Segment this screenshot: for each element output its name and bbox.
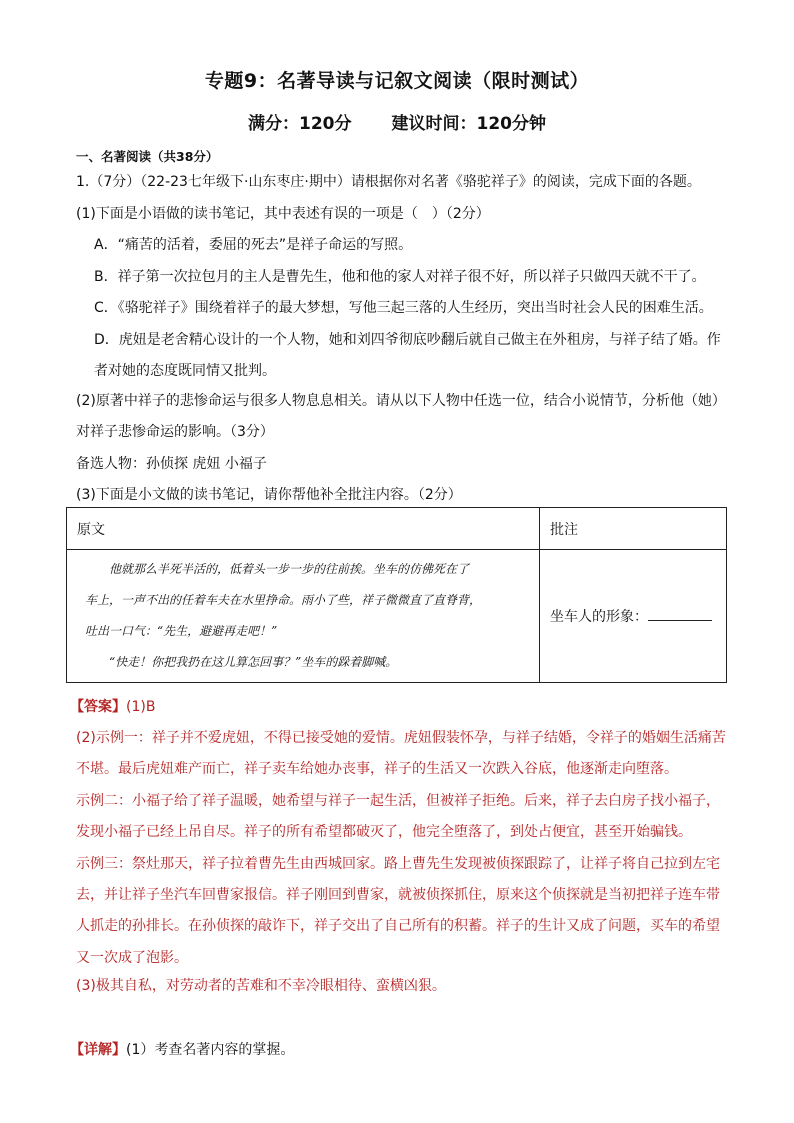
- passage-line: 他就那么半死半活的，低着头一步一步的往前挨。坐车的仿佛死在了: [109, 562, 470, 576]
- option-d-line1: D．虎妞是老舍精心设计的一个人物，她和刘四爷彻底吵翻后就自己做主在外租房，与祥子结了婚。作: [94, 332, 721, 348]
- note-label: 坐车人的形象：: [550, 609, 648, 625]
- passage-line: 车上，一声不出的任着车夫在水里挣命。雨小了些，祥子微微直了直脊背，: [85, 593, 482, 607]
- answer-label: 【答案】: [70, 699, 126, 715]
- reading-notes-table: [66, 507, 727, 683]
- original-passage-cell: [67, 550, 540, 683]
- option-a: A．“痛苦的活着，委屈的死去”是祥子命运的写照。: [94, 237, 413, 253]
- answer-line: [70, 696, 155, 716]
- detail-text: (1）考查名著内容的掌握。: [126, 1042, 295, 1058]
- page-subtitle: [0, 109, 794, 134]
- answer-1: (1)B: [126, 699, 156, 715]
- sub-question-1: (1)下面是小语做的读书笔记，其中表述有误的一项是（ ）（2分）: [76, 206, 490, 222]
- answer-2-line: 又一次成了泡影。: [76, 950, 188, 966]
- answer-2-line: 发现小福子已经上吊自尽。祥子的所有希望都破灭了，他完全堕落了，到处占便宜，甚至开始骗钱。: [76, 824, 692, 840]
- detail-line: [70, 1039, 294, 1059]
- header-note: 批注: [540, 508, 727, 550]
- passage-line: “快走！你把我扔在这儿算怎回事？”坐车的跺着脚喊。: [109, 655, 398, 669]
- answer-2-line: (2)示例一：祥子并不爱虎妞，不得已接受她的爱情。虎妞假装怀孕，与祥子结婚，令祥子的婚姻生活痛苦: [76, 730, 726, 746]
- answer-2-line: 示例二：小福子给了祥子温暖，她希望与祥子一起生活，但被祥子拒绝。后来，祥子去白房子找小福子，: [76, 793, 720, 809]
- answer-2-line: 人抓走的孙排长。在孙侦探的敲诈下，祥子交出了自己所有的积蓄。祥子的生计又成了问题，买车的希望: [76, 918, 720, 934]
- header-original: 原文: [67, 508, 540, 550]
- note-cell: [540, 550, 727, 683]
- question-stem: 1.（7分）（22-23七年级下·山东枣庄·期中）请根据你对名著《骆驼祥子》的阅读，完成下面的各题。: [76, 174, 701, 190]
- full-score: 满分：120分: [248, 114, 352, 134]
- suggested-time: 建议时间：120分钟: [391, 114, 546, 134]
- answer-2-line: 不堪。最后虎妞难产而亡，祥子卖车给她办丧事，祥子的生活又一次跌入谷底，他逐渐走向堕落。: [76, 761, 678, 777]
- answer-2-line: 去，并让祥子坐汽车回曹家报信。祥子刚回到曹家，就被侦探抓住，原来这个侦探就是当初把祥子连车带: [76, 887, 720, 903]
- sub-question-3: (3)下面是小文做的读书笔记，请你帮他补全批注内容。（2分）: [76, 487, 462, 503]
- passage-line: 吐出一口气：“先生，避避再走吧！”: [85, 624, 278, 638]
- page-title: 专题9：名著导读与记叙文阅读（限时测试）: [204, 70, 590, 92]
- answer-3: (3)极其自私，对劳动者的苦难和不幸冷眼相待、蛮横凶狠。: [76, 978, 446, 994]
- detail-label: 【详解】: [70, 1042, 126, 1058]
- option-c: C．《骆驼祥子》围绕着祥子的最大梦想，写他三起三落的人生经历，突出当时社会人民的困难生活。: [94, 300, 713, 316]
- candidate-characters: 备选人物：孙侦探 虎妞 小福子: [76, 456, 267, 472]
- option-d-line2: 者对她的态度既同情又批判。: [94, 363, 276, 379]
- section-heading: 一、名著阅读（共38分）: [76, 149, 219, 164]
- answer-2-line: 示例三：祭灶那天，祥子拉着曹先生由西城回家。路上曹先生发现被侦探跟踪了，让祥子将自己拉到左宅: [76, 856, 720, 872]
- sub-question-2-line2: 对祥子悲惨命运的影响。（3分）: [76, 424, 274, 440]
- option-b: B．祥子第一次拉包月的主人是曹先生，他和他的家人对祥子很不好，所以祥子只做四天就不干了。: [94, 269, 706, 285]
- sub-question-2-line1: (2)原著中祥子的悲惨命运与很多人物息息相关。请从以下人物中任选一位，结合小说情节，分析他（她）: [76, 393, 726, 409]
- answer-blank: [648, 607, 712, 621]
